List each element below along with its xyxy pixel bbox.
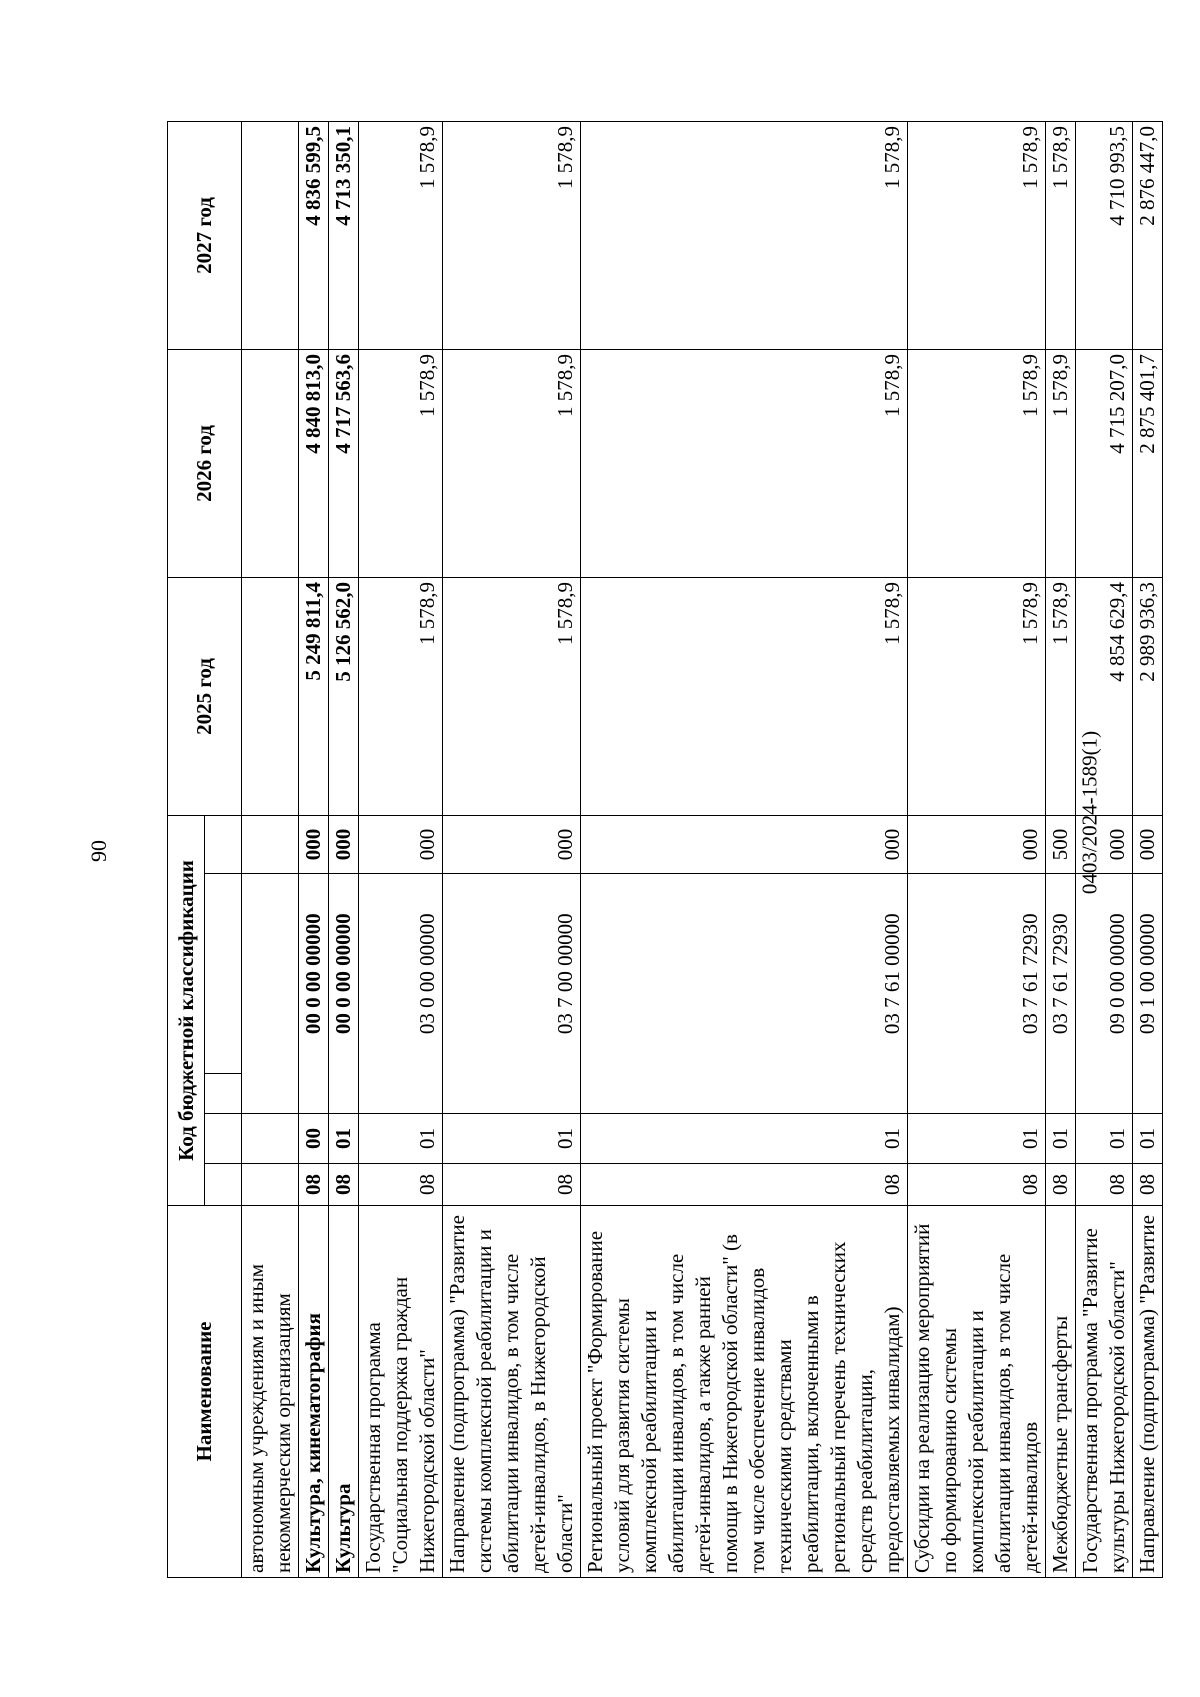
cell-2025: 5 249 811,4 bbox=[299, 577, 329, 815]
cell-2025: 2 989 936,3 bbox=[1133, 577, 1163, 815]
cell-code-subsection: 01 bbox=[908, 1114, 1046, 1164]
cell-code-target: 03 7 61 72930 bbox=[1046, 874, 1076, 1074]
cell-2026: 2 875 401,7 bbox=[1133, 349, 1163, 577]
cell-code-subsection: 01 bbox=[1046, 1114, 1076, 1164]
cell-2026: 4 717 563,6 bbox=[329, 349, 359, 577]
cell-2025 bbox=[242, 577, 299, 815]
cell-code-section: 08 bbox=[1046, 1164, 1076, 1206]
cell-code-target: 03 7 61 72930 bbox=[908, 874, 1046, 1074]
cell-code-expense-type: 000 bbox=[359, 815, 443, 873]
cell-2025: 1 578,9 bbox=[359, 577, 443, 815]
cell-code-expense-type: 000 bbox=[581, 815, 908, 873]
cell-code-spacer bbox=[1133, 1074, 1163, 1114]
cell-code-target: 09 1 00 00000 bbox=[1133, 874, 1163, 1074]
header-code-sub-empty bbox=[205, 1114, 242, 1164]
cell-code-subsection: 01 bbox=[443, 1114, 581, 1164]
table-row bbox=[1076, 121, 1133, 1577]
cell-code-spacer bbox=[908, 1074, 1046, 1114]
cell-code-spacer bbox=[581, 1074, 908, 1114]
page-number: 90 bbox=[86, 840, 111, 862]
cell-name: Культура bbox=[329, 1206, 359, 1578]
cell-2027: 4 836 599,5 bbox=[299, 121, 329, 349]
cell-code-target: 09 0 00 00000 bbox=[1076, 874, 1133, 1074]
cell-code-target bbox=[242, 874, 299, 1074]
cell-code-section: 08 bbox=[299, 1164, 329, 1206]
table-row bbox=[299, 121, 329, 1577]
cell-code-target: 00 0 00 00000 bbox=[329, 874, 359, 1074]
cell-2027: 1 578,9 bbox=[443, 121, 581, 349]
cell-name: Направление (подпрограмма) "Развитие системы комплексной реабилитации и абилитации инвалидов, в том числе детей-инвалидов, в Нижегородской области" bbox=[443, 1206, 581, 1578]
cell-2027: 1 578,9 bbox=[1046, 121, 1076, 349]
cell-name: Государственная программа "Развитие культуры Нижегородской области" bbox=[1076, 1206, 1133, 1578]
cell-code-spacer bbox=[1076, 1074, 1133, 1114]
header-code-sub-empty bbox=[205, 1164, 242, 1206]
table-row bbox=[1133, 121, 1163, 1577]
cell-2027: 4 713 350,1 bbox=[329, 121, 359, 349]
cell-name: Субсидии на реализацию мероприятий по формированию системы комплексной реабилитации и абилитации инвалидов, в том числе детей-инвалидов bbox=[908, 1206, 1046, 1578]
cell-code-subsection: 00 bbox=[299, 1114, 329, 1164]
cell-2027: 1 578,9 bbox=[581, 121, 908, 349]
cell-code-expense-type: 000 bbox=[1133, 815, 1163, 873]
cell-2026 bbox=[242, 349, 299, 577]
cell-code-subsection: 01 bbox=[1133, 1114, 1163, 1164]
header-code-sub-empty bbox=[205, 874, 242, 1074]
table-row bbox=[242, 121, 299, 1577]
cell-2025: 1 578,9 bbox=[1046, 577, 1076, 815]
cell-code-subsection: 01 bbox=[359, 1114, 443, 1164]
header-code: Код бюджетной классификации bbox=[168, 815, 205, 1205]
cell-name: автономным учреждениям и иным некоммерческим организациям bbox=[242, 1206, 299, 1578]
cell-2027 bbox=[242, 121, 299, 349]
table-row bbox=[1046, 121, 1076, 1577]
cell-code-expense-type: 500 bbox=[1046, 815, 1076, 873]
cell-2026: 1 578,9 bbox=[443, 349, 581, 577]
table-body bbox=[242, 121, 1163, 1577]
cell-code-spacer bbox=[1046, 1074, 1076, 1114]
cell-code-spacer bbox=[443, 1074, 581, 1114]
cell-code-target: 00 0 00 00000 bbox=[299, 874, 329, 1074]
cell-name: Государственная программа "Социальная поддержка граждан Нижегородской области" bbox=[359, 1206, 443, 1578]
cell-code-target: 03 7 00 00000 bbox=[443, 874, 581, 1074]
table-row bbox=[329, 121, 359, 1577]
cell-2025: 4 854 629,4 bbox=[1076, 577, 1133, 815]
cell-code-subsection bbox=[242, 1114, 299, 1164]
cell-code-subsection: 01 bbox=[1076, 1114, 1133, 1164]
cell-code-target: 03 7 61 00000 bbox=[581, 874, 908, 1074]
cell-2026: 1 578,9 bbox=[359, 349, 443, 577]
table-row bbox=[908, 121, 1046, 1577]
cell-2027: 1 578,9 bbox=[908, 121, 1046, 349]
cell-2026: 1 578,9 bbox=[581, 349, 908, 577]
cell-2025: 1 578,9 bbox=[908, 577, 1046, 815]
cell-code-expense-type: 000 bbox=[443, 815, 581, 873]
cell-2027: 4 710 993,5 bbox=[1076, 121, 1133, 349]
table-row bbox=[581, 121, 908, 1577]
cell-code-spacer bbox=[242, 1074, 299, 1114]
cell-2027: 2 876 447,0 bbox=[1133, 121, 1163, 349]
cell-code-section: 08 bbox=[329, 1164, 359, 1206]
cell-code-section: 08 bbox=[359, 1164, 443, 1206]
cell-2026: 4 840 813,0 bbox=[299, 349, 329, 577]
cell-code-spacer bbox=[329, 1074, 359, 1114]
cell-code-subsection: 01 bbox=[581, 1114, 908, 1164]
cell-2026: 4 715 207,0 bbox=[1076, 349, 1133, 577]
cell-2025: 5 126 562,0 bbox=[329, 577, 359, 815]
cell-code-expense-type: 000 bbox=[1076, 815, 1133, 873]
budget-table bbox=[167, 121, 1163, 1578]
cell-code-spacer bbox=[359, 1074, 443, 1114]
cell-2025: 1 578,9 bbox=[443, 577, 581, 815]
header-code-sub-empty bbox=[205, 815, 242, 873]
cell-code-section: 08 bbox=[443, 1164, 581, 1206]
table-row bbox=[359, 121, 443, 1577]
cell-code-section: 08 bbox=[1076, 1164, 1133, 1206]
cell-2027: 1 578,9 bbox=[359, 121, 443, 349]
cell-name: Направление (подпрограмма) "Развитие bbox=[1133, 1206, 1163, 1578]
cell-code-subsection: 01 bbox=[329, 1114, 359, 1164]
cell-code-expense-type: 000 bbox=[329, 815, 359, 873]
cell-code-expense-type: 000 bbox=[299, 815, 329, 873]
cell-2026: 1 578,9 bbox=[1046, 349, 1076, 577]
cell-name: Межбюджетные трансферты bbox=[1046, 1206, 1076, 1578]
cell-code-section: 08 bbox=[581, 1164, 908, 1206]
cell-2025: 1 578,9 bbox=[581, 577, 908, 815]
cell-name: Культура, кинематография bbox=[299, 1206, 329, 1578]
cell-2026: 1 578,9 bbox=[908, 349, 1046, 577]
cell-code-section: 08 bbox=[1133, 1164, 1163, 1206]
header-2025: 2025 год bbox=[168, 577, 242, 815]
header-row bbox=[168, 121, 205, 1577]
document-code: 0403/2024-1589(1) bbox=[1077, 730, 1102, 895]
table-row bbox=[443, 121, 581, 1577]
header-2027: 2027 год bbox=[168, 121, 242, 349]
cell-code-target: 03 0 00 00000 bbox=[359, 874, 443, 1074]
cell-code-section: 08 bbox=[908, 1164, 1046, 1206]
cell-code-spacer bbox=[299, 1074, 329, 1114]
cell-code-expense-type bbox=[242, 815, 299, 873]
cell-code-section bbox=[242, 1164, 299, 1206]
cell-code-expense-type: 000 bbox=[908, 815, 1046, 873]
header-2026: 2026 год bbox=[168, 349, 242, 577]
header-name: Наименование bbox=[168, 1206, 242, 1578]
cell-name: Региональный проект "Формирование условий для развития системы комплексной реабилитации и абилитации инвалидов, в том числе детей-инвалидов, а также ранней помощи в Нижегородской области" (в том числе обеспечение инвалидов техническими средствами реабилитации, включенными в региональный перечень технических средств реабилитации, предоставляемых инвалидам) bbox=[581, 1206, 908, 1578]
header-code-sub-empty bbox=[205, 1074, 242, 1114]
